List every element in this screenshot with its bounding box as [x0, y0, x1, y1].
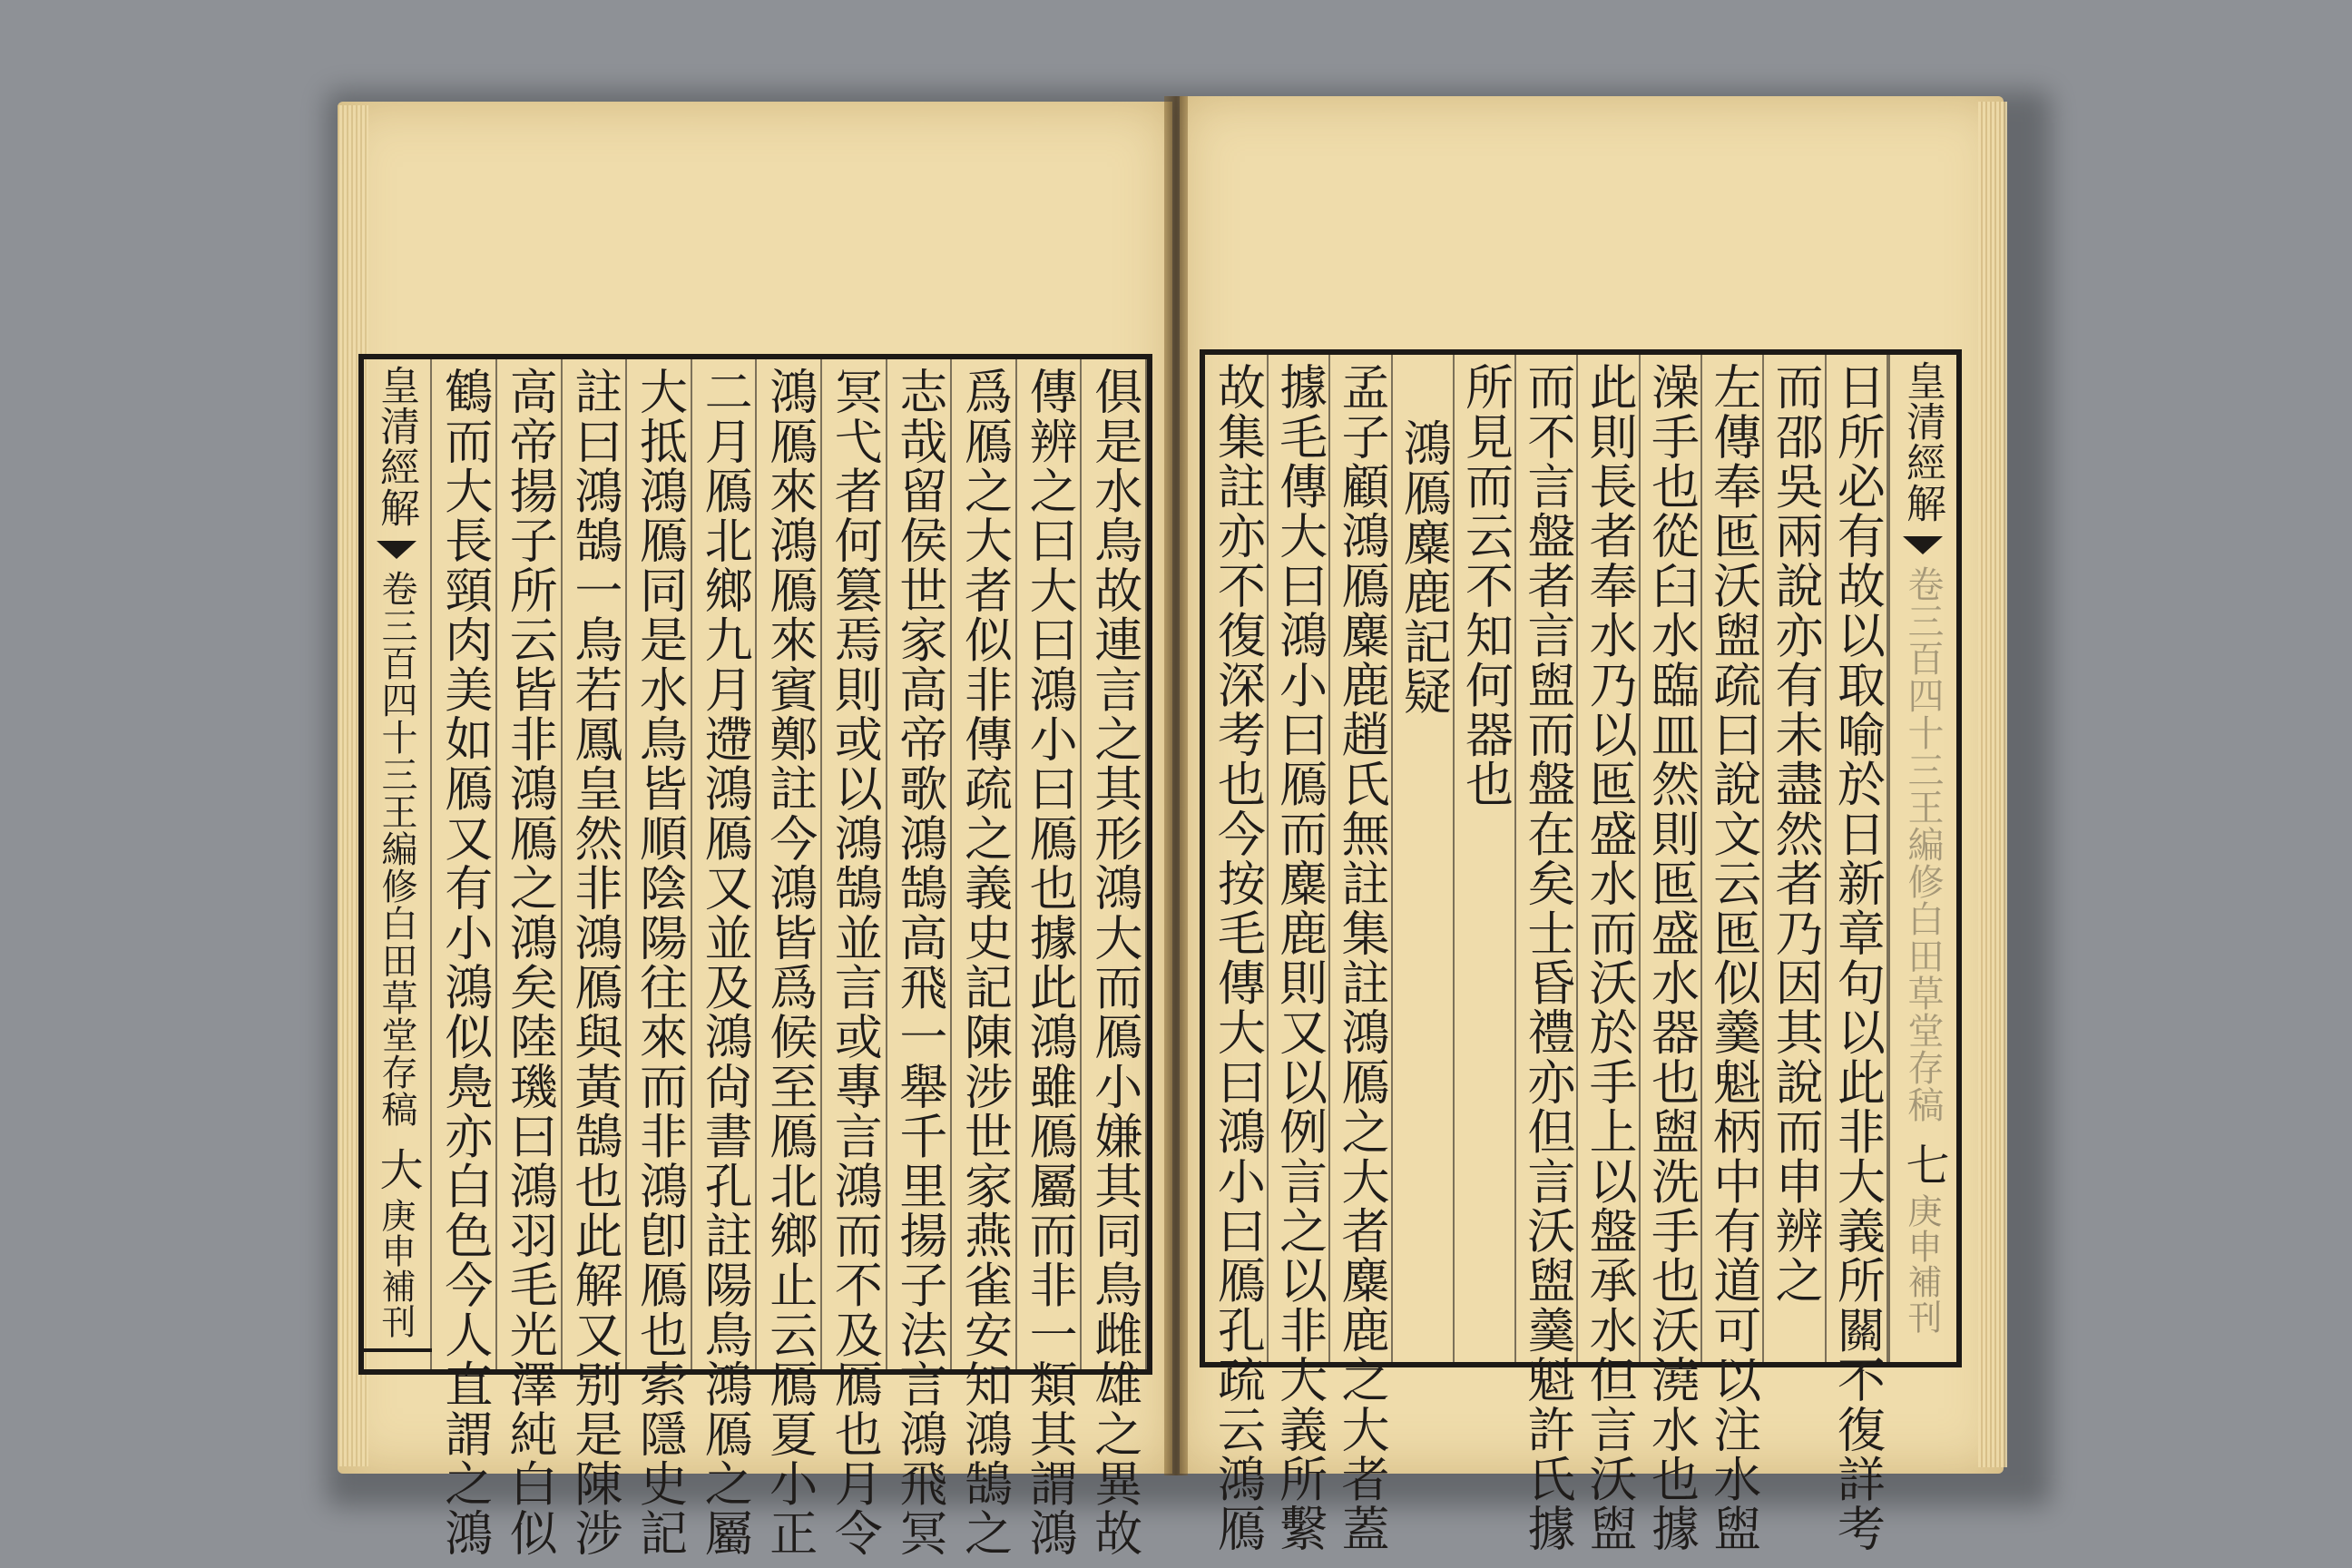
left-margin-note: 庚申補刊: [376, 1198, 416, 1339]
text-column-content: 冥弋者何篡焉則或以鴻鵠並言或專言鴻而不及鴈也月令: [827, 367, 883, 1558]
text-column-content: 志哉留侯世家高帝歌鴻鵠高飛一舉千里揚子法言鴻飛冥: [891, 367, 947, 1558]
text-column: [1082, 359, 1147, 1558]
text-column-content: 鶴而大長頸肉美如鴈又有小鴻似鳧亦白色今人直謂之鴻: [436, 367, 493, 1558]
text-column: [1393, 355, 1455, 1362]
text-column-content: 所見而云不知何器也: [1457, 362, 1514, 809]
text-column: [1764, 355, 1826, 1362]
text-column: [1207, 355, 1269, 1553]
text-column: [1827, 355, 1888, 1553]
left-margin-volume: 卷三百四十三王編修白田草堂存稿: [376, 570, 417, 1128]
left-text-block: [358, 354, 1152, 1558]
text-column-content: 澡手也從臼水臨皿然則匜盛水器也盥洗手也沃澆水也據: [1643, 362, 1700, 1553]
text-column: [1516, 355, 1578, 1553]
text-column-content: 據毛傳大曰鴻小曰鴈而麋鹿則又以例言之以非大義所繫: [1271, 362, 1328, 1553]
right-margin-note: 庚申補刊: [1902, 1193, 1942, 1335]
text-column: [1641, 355, 1702, 1553]
text-column: [692, 359, 758, 1558]
right-margin-volume: 卷三百四十三王編修白田草堂存稿: [1902, 565, 1944, 1123]
text-column-content: 鴻鴈來鴻鴈來賓鄭註今鴻皆爲候至鴈北鄉止云鴈夏小正: [761, 367, 818, 1558]
text-column-content: 此則長者奉水乃以匜盛水而沃於手上以盤承水但言沃盥: [1582, 362, 1638, 1553]
text-column-content: 傳辨之曰大曰鴻小曰鴈也據此鴻雖鴈屬而非一類其謂鴻: [1022, 367, 1078, 1558]
left-margin-page-number: 大: [372, 1147, 423, 1191]
text-column: [952, 359, 1017, 1558]
text-column-content: 註曰鴻鵠一鳥若鳳皇然非鴻鴈與黃鵠也此解又别是陳涉: [566, 367, 622, 1558]
text-column-content: 俱是水鳥故連言之其形鴻大而鴈小嫌其同鳥雌雄之異故: [1086, 367, 1142, 1558]
text-column: [627, 359, 692, 1558]
text-column-content: 左傳奉匜沃盥疏曰說文云匜似羹魁柄中有道可以注水盥: [1705, 362, 1761, 1553]
book-gutter: [1164, 96, 1188, 1475]
text-column-content: 爲鴈之大者似非傳疏之義史記陳涉世家燕雀安知鴻鵠之: [956, 367, 1013, 1558]
text-column-content: 日所必有故以取喻於日新章句以此非大義所關不復詳考: [1829, 362, 1886, 1553]
text-column-content: 大抵鴻鴈同是水鳥皆順陰陽往來而非鴻卽鴈也索隱史記: [632, 367, 688, 1558]
left-margin-bottom-rule: [364, 1348, 432, 1352]
text-column: [432, 359, 497, 1558]
right-margin-column: [1888, 355, 1956, 1362]
right-page-edges: [1978, 102, 2007, 1467]
text-column-content: 而邵吳兩說亦有未盡然者乃因其說而申辨之: [1768, 362, 1824, 1306]
right-fishtail-mark: [1903, 536, 1943, 554]
right-margin-page-number: 七: [1898, 1142, 1949, 1187]
text-column: [822, 359, 887, 1558]
text-column: [1017, 359, 1083, 1558]
text-column-content: 孟子顧鴻鴈麋鹿趙氏無註集註鴻鴈之大者麋鹿之大者蓋: [1333, 362, 1389, 1553]
text-column: [757, 359, 822, 1558]
text-column: [497, 359, 563, 1558]
left-margin-title: 皇清經解: [373, 365, 419, 528]
text-column-content: 二月鴈北鄉九月遰鴻鴈又並及鴻尙書孔註陽鳥鴻鴈之屬: [697, 367, 753, 1558]
text-column-content: 高帝揚子所云皆非鴻鴈之鴻矣陸璣曰鴻羽毛光澤純白似: [502, 367, 558, 1558]
left-fishtail-mark: [377, 541, 416, 559]
right-text-block: [1200, 349, 1962, 1553]
text-column-content: 鴻鴈麋鹿記疑: [1396, 418, 1452, 717]
text-column-content: 故集註亦不復深考也今按毛傳大曰鴻小曰鴈孔疏云鴻鴈: [1210, 362, 1266, 1553]
text-column: [1579, 355, 1641, 1553]
left-margin-column: [364, 359, 432, 1369]
text-column: [887, 359, 953, 1558]
text-column: [1330, 355, 1392, 1553]
right-margin-title: 皇清經解: [1899, 360, 1945, 524]
text-column: [1269, 355, 1330, 1553]
text-column-content: 而不言盤者言盥而盤在矣士昏禮亦但言沃盥羹魁許氏據: [1519, 362, 1575, 1553]
text-column: [563, 359, 628, 1558]
text-column: [1702, 355, 1764, 1553]
text-column: [1455, 355, 1516, 1362]
